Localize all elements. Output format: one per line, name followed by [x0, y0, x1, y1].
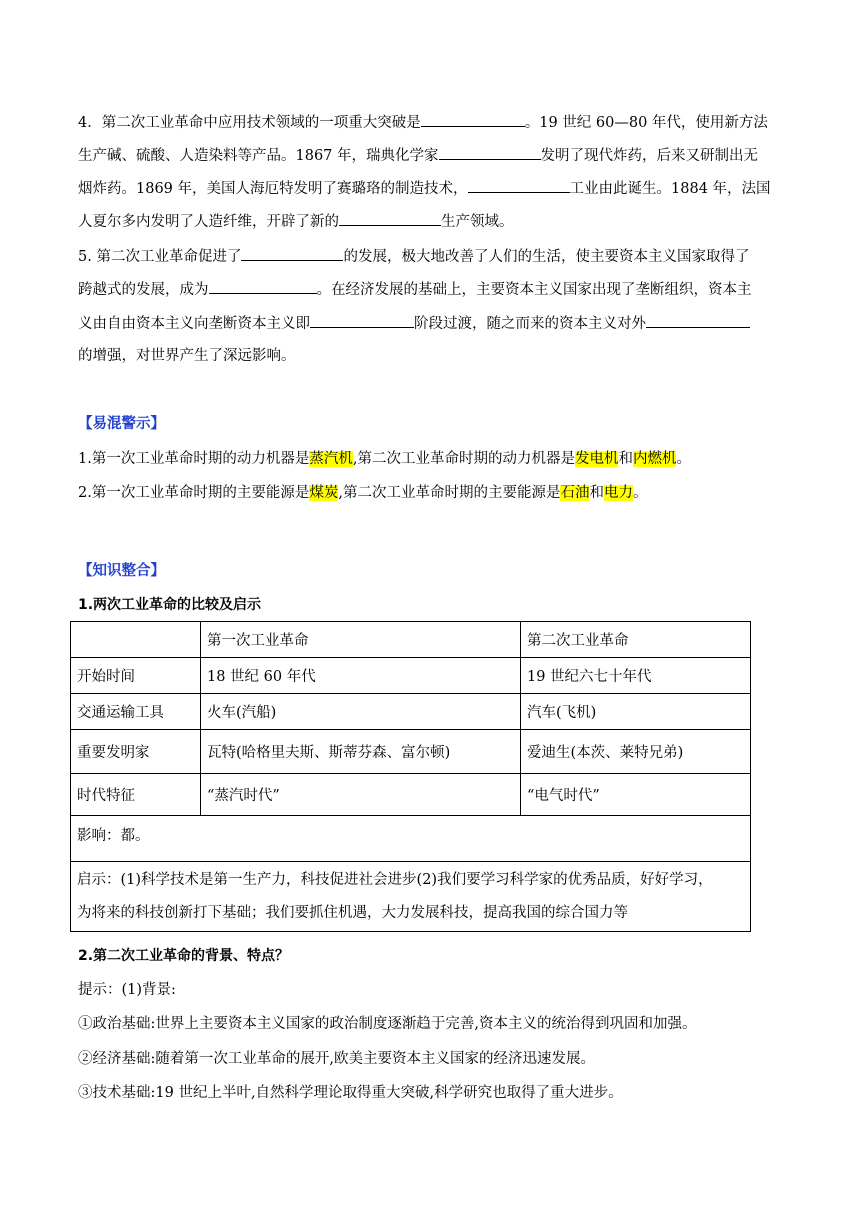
hint-text: 提示：(1)背景:: [78, 982, 176, 998]
answer-blank[interactable]: [310, 311, 414, 328]
table-cell: 交通运输工具: [71, 694, 201, 730]
highlight: 石油: [560, 485, 590, 501]
text: ,第二次工业革命时期的动力机器是: [352, 451, 575, 467]
highlight: 电力: [603, 485, 633, 501]
table-cell: “电气时代”: [521, 774, 751, 816]
text: 和: [618, 451, 633, 467]
table-cell: 重要发明家: [71, 730, 201, 774]
text: 生产领域。: [441, 214, 514, 230]
answer-blank[interactable]: [339, 209, 441, 226]
table-cell: “蒸汽时代”: [201, 774, 521, 816]
table-cell: 19 世纪六七十年代: [521, 658, 751, 694]
table-row: [71, 694, 751, 730]
table-cell: [71, 622, 201, 658]
table-header-row: [71, 622, 751, 658]
text: 。: [676, 451, 691, 467]
text: 阶段过渡，随之而来的资本主义对外: [414, 316, 646, 332]
text: 义由自由资本主义向垄断资本主义即: [78, 316, 310, 332]
background-item-1: ①政治基础:世界上主要资本主义国家的政治制度逐渐趋于完善,资本主义的统治得到巩固和加强。: [78, 1016, 697, 1032]
q4-line-2: [78, 143, 758, 167]
warning-item-2: [78, 482, 647, 504]
text: 5. 第二次工业革命促进了: [78, 249, 242, 265]
comparison-table: [70, 621, 751, 932]
text: 生产碱、硫酸、人造染料等产品。1867 年，瑞典化学家: [78, 148, 439, 164]
answer-blank[interactable]: [421, 110, 525, 127]
text: 工业由此诞生。1884 年，法国: [569, 181, 771, 197]
highlight: 发电机: [574, 451, 619, 467]
table-cell: 开始时间: [71, 658, 201, 694]
insight-line-2: 为将来的科技创新打下基础；我们要抓住机遇，大力发展科技，提高我国的综合国力等: [77, 904, 628, 921]
table-cell: 瓦特(哈格里夫斯、斯蒂芬森、富尔顿): [201, 730, 521, 774]
q4-line-4: [78, 209, 514, 233]
warning-heading: 【易混警示】: [78, 415, 165, 432]
table-cell: 第二次工业革命: [521, 622, 751, 658]
highlight: 蒸汽机: [309, 451, 353, 467]
table-cell: 时代特征: [71, 774, 201, 816]
highlight: 煤炭: [309, 485, 339, 501]
table-row-impact: [71, 816, 751, 862]
knowledge-heading: 【知识整合】: [78, 562, 165, 579]
table-cell: 火车(汽船): [201, 694, 521, 730]
text: 2.第一次工业革命时期的主要能源是: [78, 485, 310, 501]
background-item-3: ③技术基础:19 世纪上半叶,自然科学理论取得重大突破,科学研究也取得了重大进步。: [78, 1085, 623, 1101]
text: 烟炸药。1869 年，美国人海厄特发明了赛璐珞的制造技术，: [78, 181, 468, 197]
q5-line-4: [78, 345, 296, 367]
q5-line-2: [78, 277, 752, 301]
section-title-background: 2.第二次工业革命的背景、特点？: [78, 948, 290, 964]
q4-line-1: [78, 110, 768, 134]
text: 1.第一次工业革命时期的动力机器是: [78, 451, 310, 467]
table-row: [71, 774, 751, 816]
q5-line-3: [78, 311, 750, 335]
q5-line-1: [78, 244, 749, 268]
text: ,第二次工业革命时期的主要能源是: [338, 485, 561, 501]
insight-line-1: 启示：(1)科学技术是第一生产力，科技促进社会进步(2)我们要学习科学家的优秀品质，好好学习，: [77, 871, 713, 888]
text: 的增强，对世界产生了深远影响。: [78, 348, 296, 364]
text: 人夏尔多内发明了人造纤维，开辟了新的: [78, 214, 339, 230]
table-row: [71, 658, 751, 694]
text: 发明了现代炸药，后来又研制出无: [540, 148, 759, 164]
warning-item-1: [78, 448, 691, 470]
answer-blank[interactable]: [468, 176, 570, 193]
text: 。: [632, 485, 648, 501]
table-row: [71, 730, 751, 774]
q4-line-3: [78, 176, 771, 200]
background-item-2: ②经济基础:随着第一次工业革命的展开,欧美主要资本主义国家的经济迅速发展。: [78, 1051, 595, 1067]
table-cell: 影响：都。: [71, 816, 751, 862]
table-cell: [71, 862, 751, 932]
text: 跨越式的发展，成为: [78, 282, 209, 298]
text: 4．第二次工业革命中应用技术领域的一项重大突破是: [78, 115, 421, 131]
text: 。在经济发展的基础上，主要资本主义国家出现了垄断组织，资本主: [316, 282, 752, 298]
table-cell: 18 世纪 60 年代: [201, 658, 521, 694]
answer-blank[interactable]: [241, 244, 343, 261]
table-row-insight: [71, 862, 751, 932]
highlight: 内燃机: [632, 451, 677, 467]
text: 。19 世纪 60—80 年代，使用新方法: [524, 115, 768, 131]
text: 和: [589, 485, 604, 501]
table-cell: 第一次工业革命: [201, 622, 521, 658]
table-cell: 爱迪生(本茨、莱特兄弟): [521, 730, 751, 774]
answer-blank[interactable]: [646, 311, 750, 328]
section-title-comparison: 1.两次工业革命的比较及启示: [78, 597, 262, 613]
answer-blank[interactable]: [439, 143, 541, 160]
text: 的发展，极大地改善了人们的生活，使主要资本主义国家取得了: [343, 249, 750, 265]
answer-blank[interactable]: [209, 277, 317, 294]
table-cell: 汽车(飞机): [521, 694, 751, 730]
